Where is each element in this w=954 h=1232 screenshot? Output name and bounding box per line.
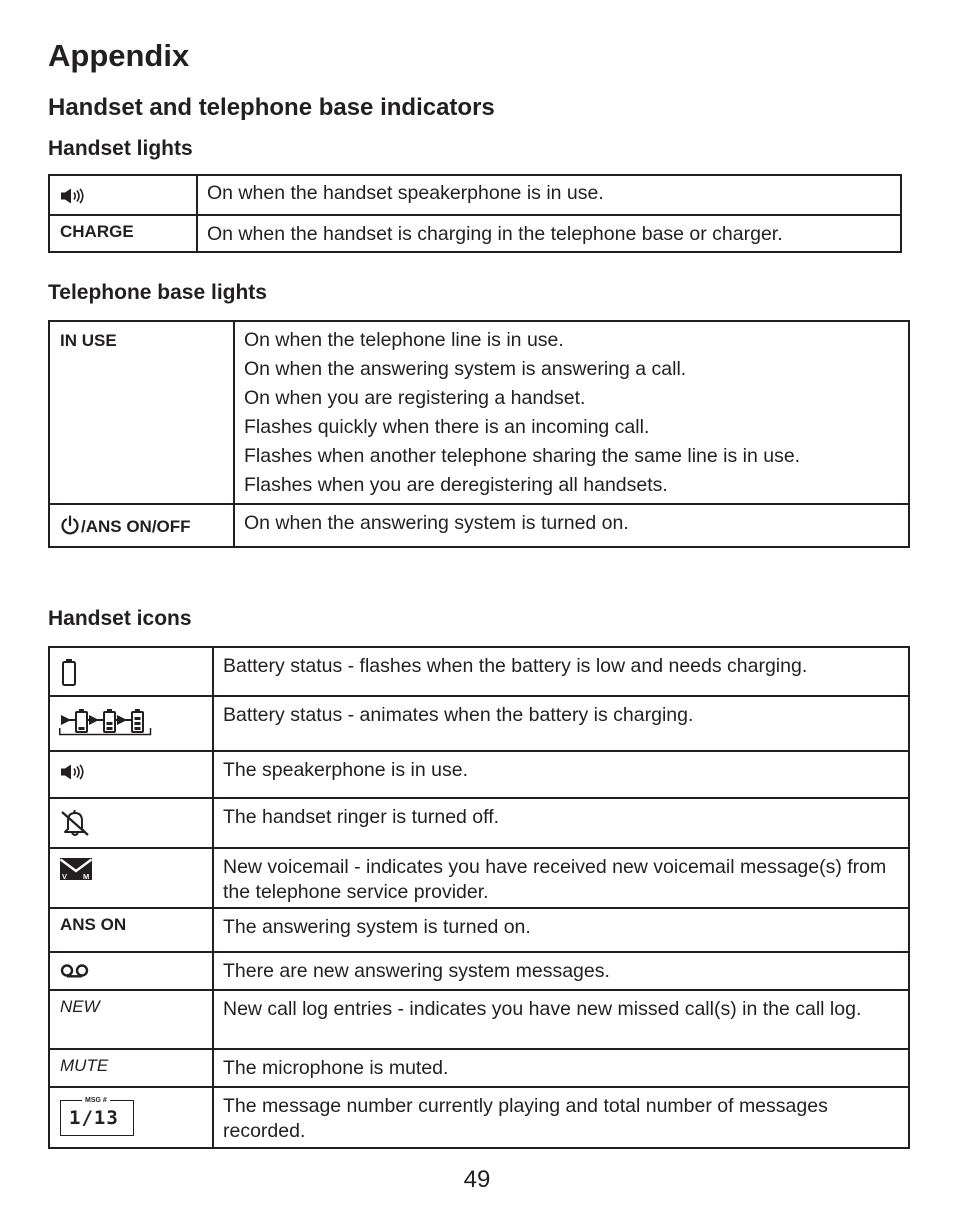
icon-desc: Battery status - flashes when the battery is low and needs charging. [213, 647, 909, 696]
table-row [49, 908, 909, 952]
table-row [49, 647, 909, 696]
in-use-line: On when the telephone line is in use. [244, 329, 564, 351]
tape-icon [49, 952, 213, 990]
page-title: Appendix [48, 38, 190, 73]
base-lights-title: Telephone base lights [48, 281, 267, 304]
ringer-off-icon [49, 798, 213, 848]
icon-desc: New call log entries - indicates you have new missed call(s) in the call log. [213, 990, 909, 1049]
charge-label: CHARGE [49, 215, 197, 252]
table-row [49, 504, 909, 547]
power-icon [60, 515, 80, 540]
table-row [49, 751, 909, 798]
svg-text:V: V [62, 872, 68, 880]
ans-onoff-label: /ANS ON/OFF [81, 517, 191, 536]
in-use-label: IN USE [49, 321, 234, 504]
icon-desc: The microphone is muted. [213, 1049, 909, 1087]
charge-light-desc: On when the handset is charging in the telephone base or charger. [197, 215, 901, 252]
in-use-line: Flashes when another telephone sharing the same line is in use. [244, 445, 801, 467]
table-row [49, 1049, 909, 1087]
table-row [49, 321, 909, 504]
voicemail-icon [49, 848, 213, 908]
in-use-line: On when you are registering a handset. [244, 387, 586, 409]
ans-onoff-cell [49, 504, 234, 547]
speaker-icon [49, 175, 197, 215]
handset-lights-table [48, 174, 902, 253]
battery-charging-icon [49, 696, 213, 751]
table-row [49, 696, 909, 751]
icon-desc: The message number currently playing and total number of messages recorded. [213, 1087, 909, 1148]
table-row [49, 990, 909, 1049]
icon-desc: Battery status - animates when the battery is charging. [213, 696, 909, 751]
counter-label: MSG # [82, 1096, 110, 1105]
handset-lights-title: Handset lights [48, 137, 193, 160]
icon-desc: The answering system is turned on. [213, 908, 909, 952]
svg-text:M: M [83, 872, 90, 880]
handset-icons-title: Handset icons [48, 607, 192, 630]
speaker-icon [49, 751, 213, 798]
new-label: NEW [49, 990, 213, 1049]
icon-desc: The speakerphone is in use. [213, 751, 909, 798]
base-lights-table [48, 320, 910, 548]
in-use-line: Flashes when you are deregistering all handsets. [244, 474, 668, 496]
table-row [49, 848, 909, 908]
table-row [49, 798, 909, 848]
mute-label: MUTE [49, 1049, 213, 1087]
in-use-line: Flashes quickly when there is an incoming call. [244, 416, 650, 438]
battery-low-icon [49, 647, 213, 696]
icon-desc: The handset ringer is turned off. [213, 798, 909, 848]
ans-on-label: ANS ON [49, 908, 213, 952]
section-title: Handset and telephone base indicators [48, 94, 495, 121]
table-row [49, 215, 901, 252]
icon-desc: New voicemail - indicates you have received new voicemail message(s) from the telephone service provider. [213, 848, 909, 908]
speaker-light-desc: On when the handset speakerphone is in use. [197, 175, 901, 215]
table-row [49, 1087, 909, 1148]
in-use-desc [234, 321, 909, 504]
counter-value: 1/13 [69, 1107, 119, 1129]
in-use-line: On when the answering system is answering a call. [244, 358, 687, 380]
icon-desc: There are new answering system messages. [213, 952, 909, 990]
ans-onoff-desc: On when the answering system is turned on. [234, 504, 909, 547]
page-number: 49 [463, 1166, 491, 1193]
handset-icons-table [48, 646, 910, 1149]
table-row [49, 952, 909, 990]
table-row [49, 175, 901, 215]
message-counter-icon [49, 1087, 213, 1148]
